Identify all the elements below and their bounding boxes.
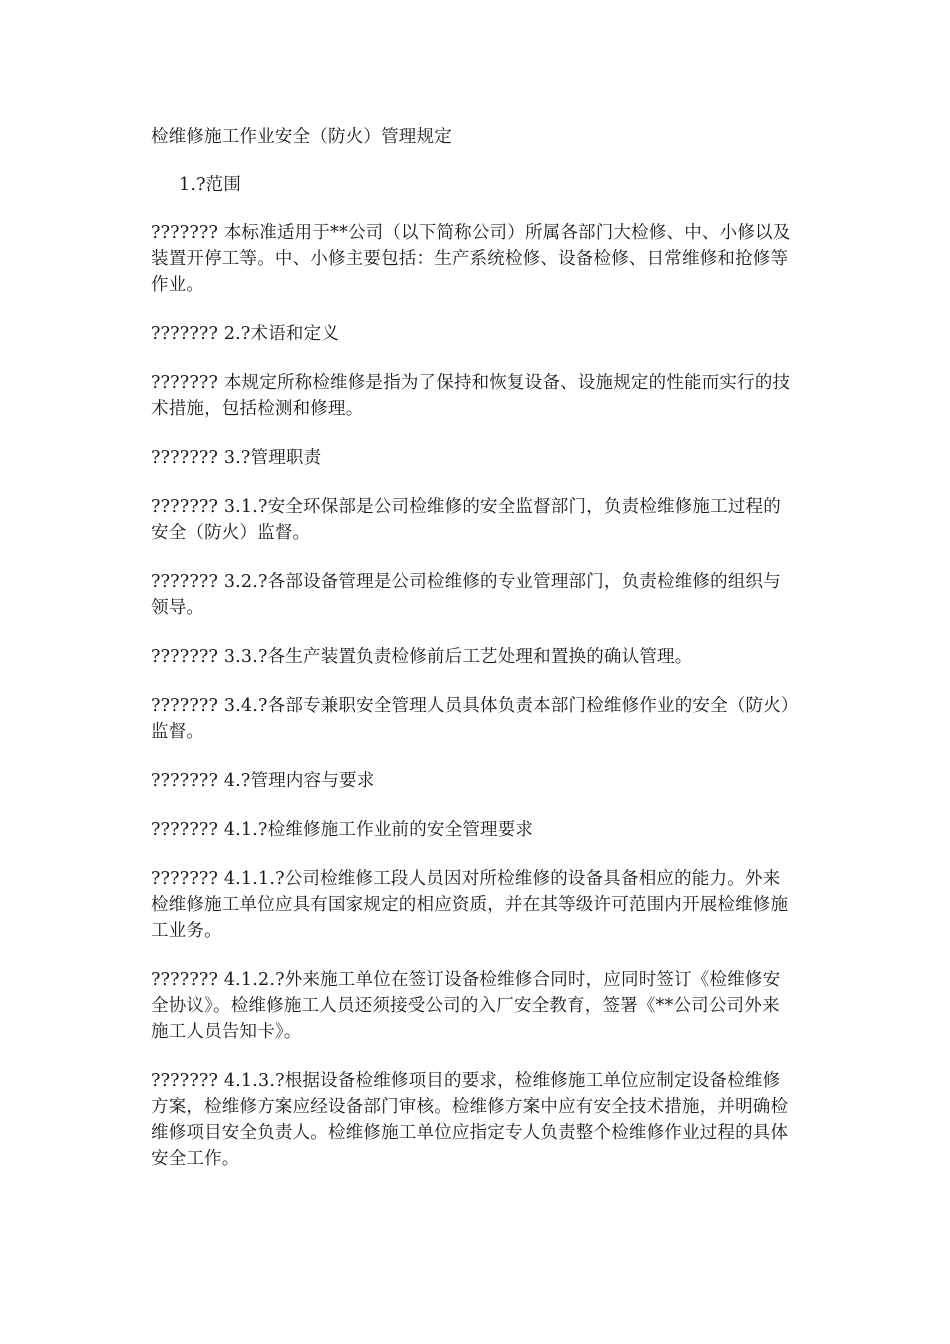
document-page xyxy=(151,124,793,1195)
paragraph-scope-body: ??????? 本标准适用于**公司（以下简称公司）所属各部门大检修、中、小修以及装置开停工等。中、小修主要包括：生产系统检修、设备检修、日常维修和抢修等作业。 xyxy=(151,223,791,295)
paragraph-3-4: ??????? 3.4.?各部专兼职安全管理人员具体负责本部门检维修作业的安全（防火）监督。 xyxy=(151,696,790,742)
paragraph-terms-body: ??????? 本规定所称检维修是指为了保持和恢复设备、设施规定的性能而实行的技术措施，包括检测和修理。 xyxy=(151,373,791,419)
subsection-heading-4-1: ??????? 4.1.?检维修施工作业前的安全管理要求 xyxy=(151,820,534,840)
paragraph-4-1-1: ??????? 4.1.1.?公司检维修工段人员因对所检维修的设备具备相应的能力。外来检维修施工单位应具有国家规定的相应资质，并在其等级许可范围内开展检维修施工业务。 xyxy=(151,869,789,941)
section-heading-content-requirements: ??????? 4.?管理内容与要求 xyxy=(151,771,375,791)
document-title: 检维修施工作业安全（防火）管理规定 xyxy=(151,127,452,147)
paragraph-4-1-2: ??????? 4.1.2.?外来施工单位在签订设备检维修合同时，应同时签订《检维修安全协议》。检维修施工人员还须接受公司的入厂安全教育，签署《**公司公司外来施工人员告知卡》。 xyxy=(151,970,781,1042)
paragraph-3-2: ??????? 3.2.?各部设备管理是公司检维修的专业管理部门，负责检维修的组织与领导。 xyxy=(151,572,781,618)
paragraph-4-1-3: ??????? 4.1.3.?根据设备检维修项目的要求，检维修施工单位应制定设备检维修方案，检维修方案应经设备部门审核。检维修方案中应有安全技术措施，并明确检维修项目安全负责人。检维修施工单位应指定专人负责整个检维修作业过程的具体安全工作。 xyxy=(151,1071,789,1169)
section-heading-terms: ??????? 2.?术语和定义 xyxy=(151,324,340,344)
paragraph-3-1: ??????? 3.1.?安全环保部是公司检维修的安全监督部门，负责检维修施工过程的安全（防火）监督。 xyxy=(151,497,781,543)
section-heading-responsibilities: ??????? 3.?管理职责 xyxy=(151,448,322,468)
paragraph-3-3: ??????? 3.3.?各生产装置负责检修前后工艺处理和置换的确认管理。 xyxy=(151,647,693,667)
section-heading-scope: 1.?范围 xyxy=(179,175,242,195)
